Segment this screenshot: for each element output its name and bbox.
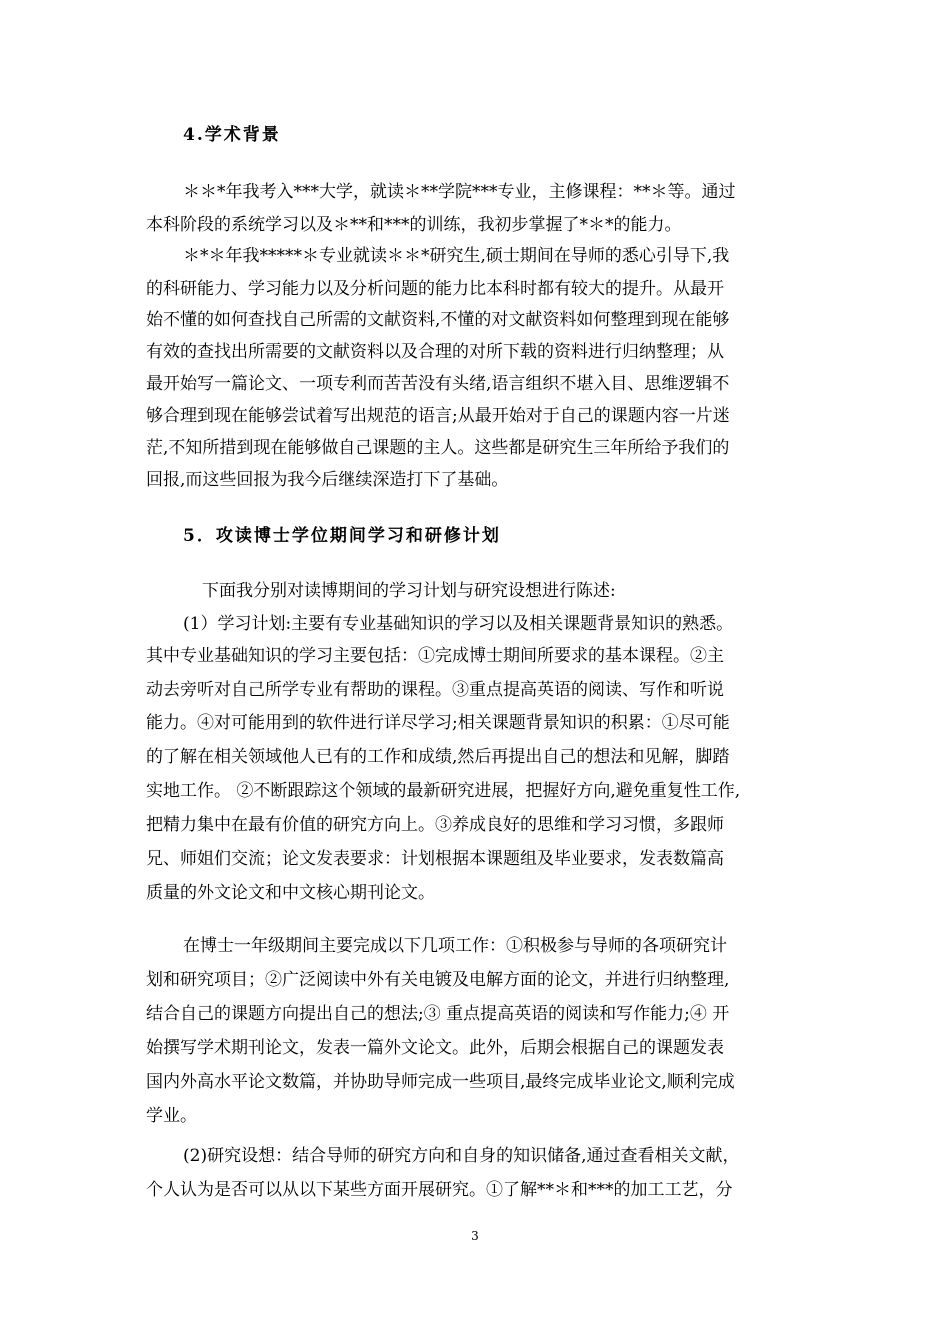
text-line: (1）学习计划:主要有专业基础知识的学习以及相关课题背景知识的熟悉。 bbox=[183, 614, 734, 634]
text-line: 实地工作。 ②不断跟踪这个领域的最新研究进展，把握好方向,避免重复性工作, bbox=[146, 781, 741, 801]
text-line: 把精力集中在最有价值的研究方向上。③养成良好的思维和学习习惯，多跟师 bbox=[146, 815, 724, 835]
text-line: 兄、师姐们交流；论文发表要求：计划根据本课题组及毕业要求，发表数篇高 bbox=[146, 849, 724, 869]
text-line: 个人认为是否可以从以下某些方面开展研究。①了解**＊和***的加工工艺，分 bbox=[146, 1180, 733, 1200]
text-line: 国内外高水平论文数篇，并协助导师完成一些项目,最终完成毕业论文,顺利完成 bbox=[146, 1072, 735, 1092]
section-5-heading: 5．攻读博士学位期间学习和研修计划 bbox=[183, 526, 501, 546]
text-line: 有效的查找出所需要的文献资料以及合理的对所下载的资料进行归纳整理；从 bbox=[146, 342, 724, 362]
text-line: 划和研究项目；②广泛阅读中外有关电镀及电解方面的论文，并进行归纳整理, bbox=[146, 970, 730, 990]
text-line: 动去旁听对自己所学专业有帮助的课程。③重点提高英语的阅读、写作和听说 bbox=[146, 680, 724, 700]
text-line: 始撰写学术期刊论文，发表一篇外文论文。此外，后期会根据自己的课题发表 bbox=[146, 1038, 724, 1058]
text-line: 结合自己的课题方向提出自己的想法;③ 重点提高英语的阅读和写作能力;④ 开 bbox=[146, 1004, 730, 1024]
text-line: 本科阶段的系统学习以及＊**和***的训练，我初步掌握了*＊*的能力。 bbox=[146, 215, 682, 235]
text-line: 的了解在相关领域他人已有的工作和成绩,然后再提出自己的想法和见解，脚踏 bbox=[146, 747, 730, 767]
text-line: 的科研能力、学习能力以及分析问题的能力比本科时都有较大的提升。从最开 bbox=[146, 279, 724, 299]
text-line: 学业。 bbox=[146, 1106, 197, 1126]
text-line: ＊*＊年我*****＊专业就读＊＊*研究生,硕士期间在导师的悉心引导下,我 bbox=[183, 246, 730, 266]
text-line: 能力。④对可能用到的软件进行详尽学习;相关课题背景知识的积累：①尽可能 bbox=[146, 713, 730, 733]
text-line: 茫,不知所措到现在能够做自己课题的主人。这些都是研究生三年所给予我们的 bbox=[146, 438, 730, 458]
text-line: 在博士一年级期间主要完成以下几项工作：①积极参与导师的各项研究计 bbox=[183, 936, 727, 956]
text-line: ＊＊*年我考入***大学，就读＊**学院***专业，主修课程：**＊等。通过 bbox=[183, 182, 736, 202]
text-line: 够合理到现在能够尝试着写出规范的语言;从最开始对于自己的课题内容一片迷 bbox=[146, 406, 730, 426]
text-line: 最开始写一篇论文、一项专利而苦苦没有头绪,语言组织不堪入目、思维逻辑不 bbox=[146, 374, 730, 394]
text-line: 质量的外文论文和中文核心期刊论文。 bbox=[146, 883, 435, 903]
section-4-heading: 4.学术背景 bbox=[183, 125, 281, 145]
text-line: 回报,而这些回报为我今后继续深造打下了基础。 bbox=[146, 470, 509, 490]
text-line: 下面我分别对读博期间的学习计划与研究设想进行陈述: bbox=[202, 581, 616, 601]
text-line: (2)研究设想：结合导师的研究方向和自身的知识储备,通过查看相关文献， bbox=[183, 1146, 740, 1166]
page-number: 3 bbox=[471, 1229, 479, 1243]
text-line: 其中专业基础知识的学习主要包括：①完成博士期间所要求的基本课程。②主 bbox=[146, 646, 724, 666]
text-line: 始不懂的如何查找自己所需的文献资料,不懂的对文献资料如何整理到现在能够 bbox=[146, 310, 730, 330]
